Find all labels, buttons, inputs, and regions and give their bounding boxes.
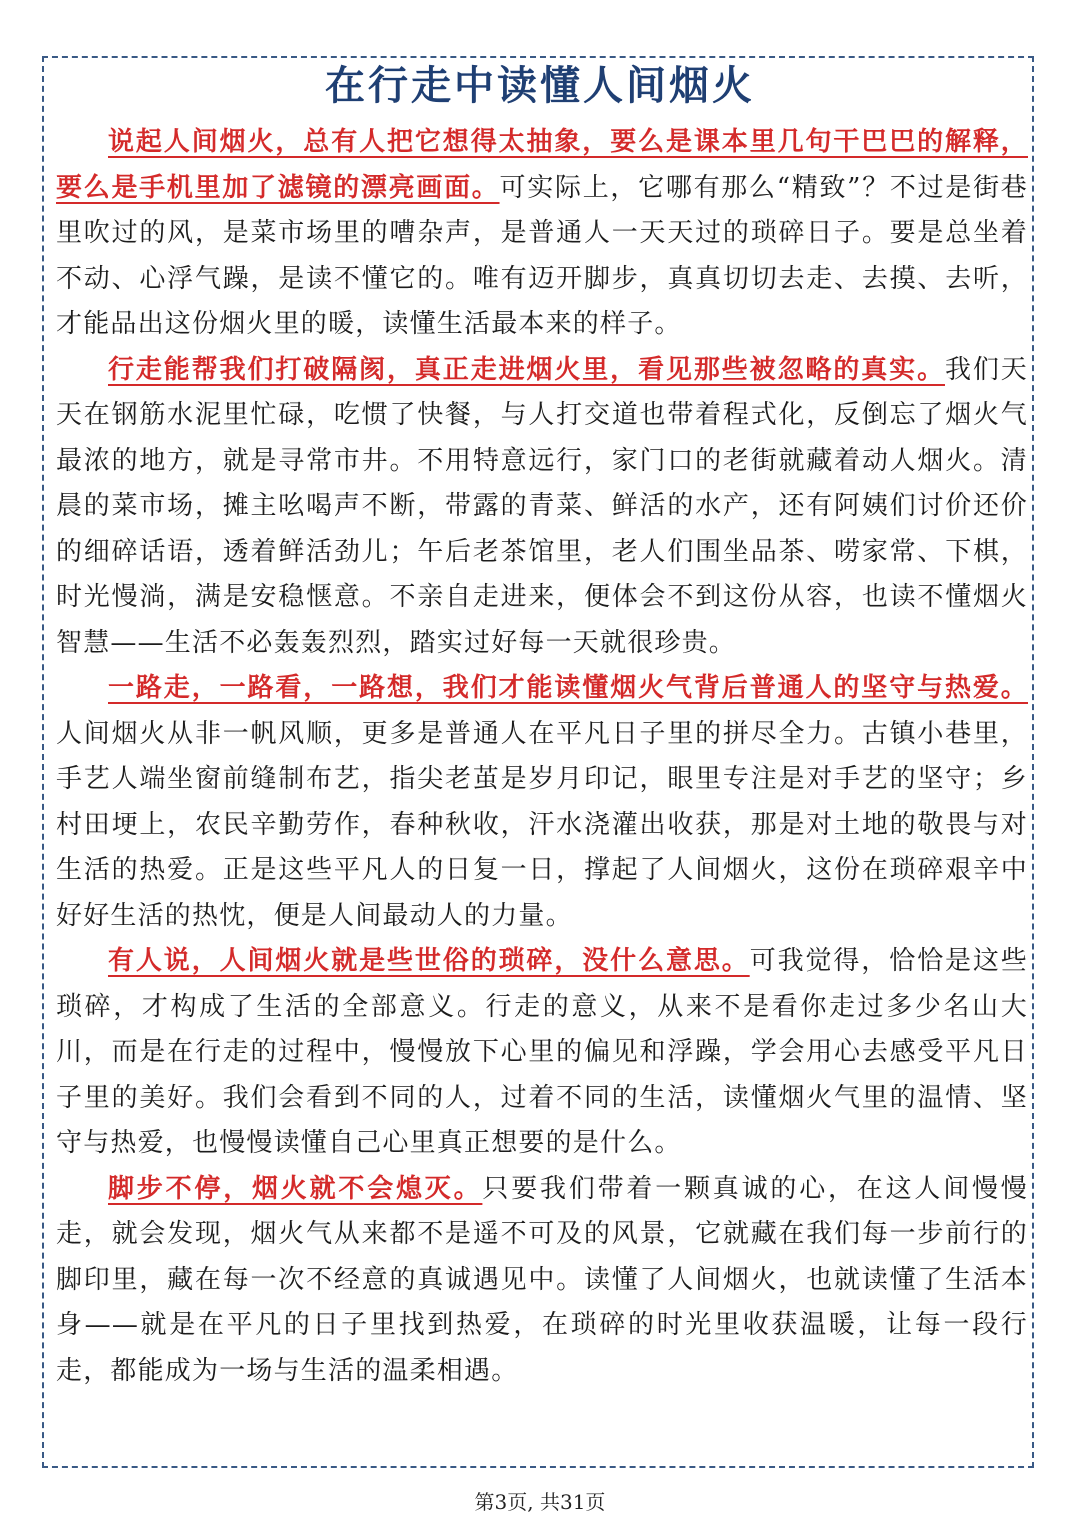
paragraph-1-highlight: 说起人间烟火，总有人把它想得太抽象，要么是课本里几句干巴巴的解释，要么是手机里加了滤镜的漂亮画面。 [56,127,1028,203]
paragraph-3-highlight: 一路走，一路看，一路想，我们才能读懂烟火气背后普通人的坚守与热爱。 [108,673,1028,703]
paragraph-1 [56,120,1028,348]
paragraph-4-highlight: 有人说，人间烟火就是些世俗的琐碎，没什么意思。 [108,946,750,976]
page-title: 在行走中读懂人间烟火 [325,62,755,109]
paragraph-1-text: 可实际上，它哪有那么“精致”？不过是街巷里吹过的风，是菜市场里的嘈杂声，是普通人一天天过的琐碎日子。要是总坐着不动、心浮气躁，是读不懂它的。唯有迈开脚步，真真切切去走、去摸、去听，才能品出这份烟火里的暖，读懂生活最本来的样子。 [56,172,1028,339]
paragraph-3 [56,666,1028,939]
paragraph-5 [56,1167,1028,1395]
page-number: 第3页, 共31页 [474,1490,606,1514]
paragraph-2-highlight: 行走能帮我们打破隔阂，真正走进烟火里，看见那些被忽略的真实。 [108,354,945,385]
paragraph-4-text: 可我觉得，恰恰是这些琐碎，才构成了生活的全部意义。行走的意义，从来不是看你走过多少名山大川，而是在行走的过程中，慢慢放下心里的偏见和浮躁，学会用心去感受平凡日子里的美好。我们会看到不同的人，过着不同的生活，读懂烟火气里的温情、坚守与热爱，也慢慢读懂自己心里真正想要的是什么。 [56,946,1028,1158]
paragraph-5-text: 只要我们带着一颗真诚的心，在这人间慢慢走，就会发现，烟火气从来都不是遥不可及的风景，它就藏在我们每一步前行的脚印里，藏在每一次不经意的真诚遇见中。读懂了人间烟火，也就读懂了生活本身——就是在平凡的日子里找到热爱，在琐碎的时光里收获温暖，让每一段行走，都能成为一场与生活的温柔相遇。 [56,1173,1028,1386]
paragraph-2 [56,348,1028,667]
paragraph-5-highlight: 脚步不停，烟火就不会熄灭。 [108,1173,483,1204]
article-body [56,120,1028,1394]
paragraph-3-text: 人间烟火从非一帆风顺，更多是普通人在平凡日子里的拼尽全力。古镇小巷里，手艺人端坐窗前缝制布艺，指尖老茧是岁月印记，眼里专注是对手艺的坚守；乡村田埂上，农民辛勤劳作，春种秋收，汗水浇灌出收获，那是对土地的敬畏与对生活的热爱。正是这些平凡人的日复一日，撑起了人间烟火，这份在琐碎艰辛中好好生活的热忱，便是人间最动人的力量。 [56,718,1028,931]
paragraph-4 [56,939,1028,1167]
paragraph-2-text: 我们天天在钢筋水泥里忙碌，吃惯了快餐，与人打交道也带着程式化，反倒忘了烟火气最浓的地方，就是寻常市井。不用特意远行，家门口的老街就藏着动人烟火。清晨的菜市场，摊主吆喝声不断，带露的青菜、鲜活的水产，还有阿姨们讨价还价的细碎话语，透着鲜活劲儿；午后老茶馆里，老人们围坐品茶、唠家常、下棋，时光慢淌，满是安稳惬意。不亲自走进来，便体会不到这份从容，也读不懂烟火智慧——生活不必轰轰烈烈，踏实过好每一天就很珍贵。 [56,354,1028,658]
